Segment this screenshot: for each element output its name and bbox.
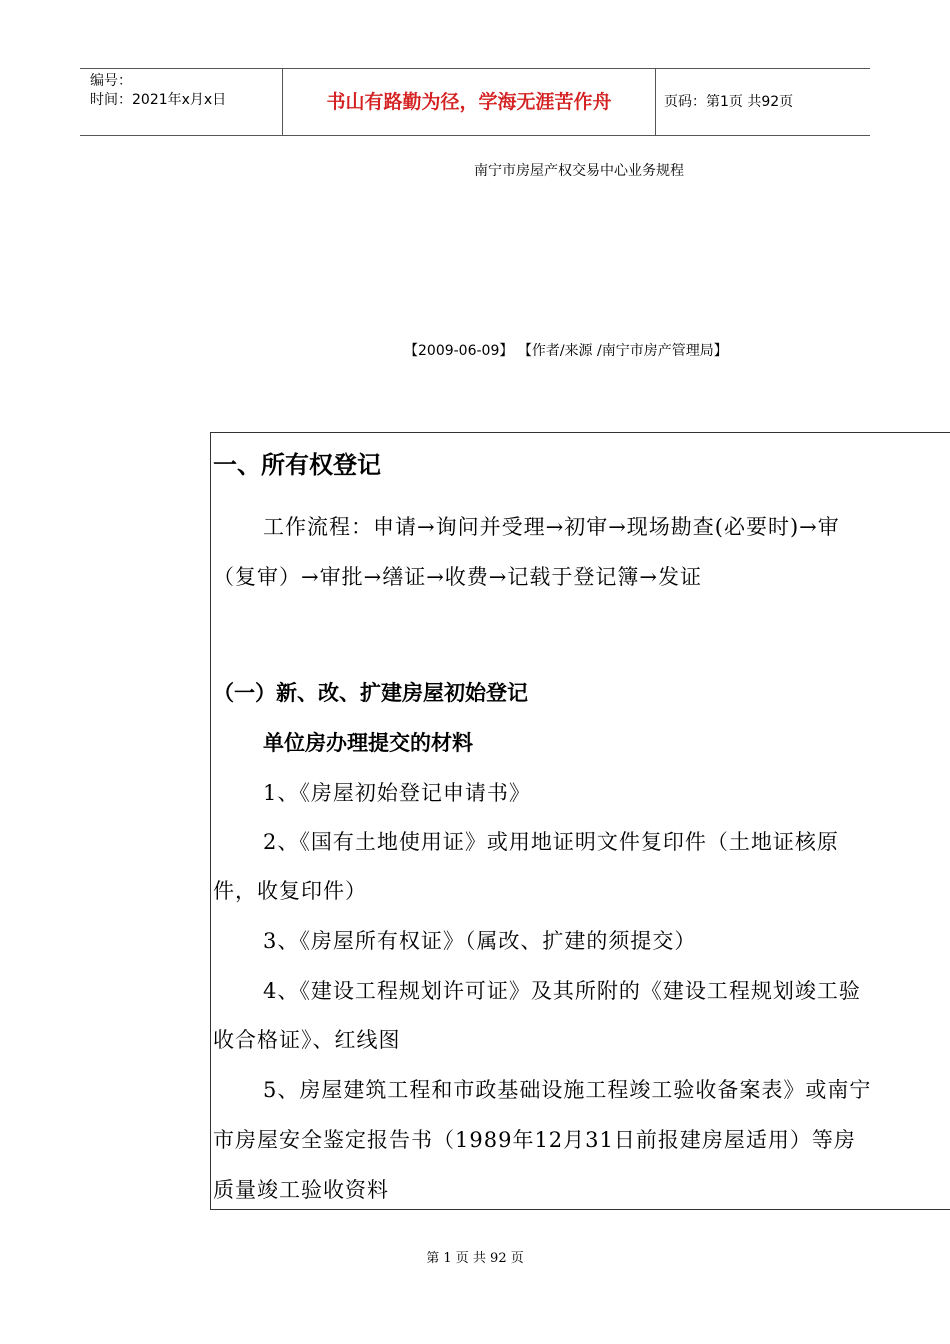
workflow-line-1: 工作流程：申请→询问并受理→初审→现场勘查(必要时)→审 (263, 515, 840, 539)
material-item-4: 4、《建设工程规划许可证》及其所附的《建设工程规划竣工验 (263, 979, 861, 1003)
subsection-title: （一）新、改、扩建房屋初始登记 (213, 681, 528, 705)
material-item-5-cont-2: 质量竣工验收资料 (213, 1178, 389, 1202)
header-divider-right (655, 69, 656, 136)
time-label: 时间：2021年x月x日 (90, 92, 227, 108)
material-item-1: 1、《房屋初始登记申请书》 (263, 781, 531, 805)
number-label: 编号： (90, 73, 132, 89)
material-item-4-cont: 收合格证》、红线图 (213, 1028, 401, 1052)
materials-title: 单位房办理提交的材料 (263, 731, 473, 755)
document-title: 南宁市房屋产权交易中心业务规程 (474, 163, 684, 179)
material-item-3: 3、《房屋所有权证》（属改、扩建的须提交） (263, 929, 697, 953)
material-item-5: 5、房屋建筑工程和市政基础设施工程竣工验收备案表》或南宁 (263, 1078, 872, 1102)
page-footer: 第 1 页 共 92 页 (426, 1251, 524, 1266)
material-item-2: 2、《国有土地使用证》或用地证明文件复印件（土地证核原 (263, 830, 839, 854)
document-meta (404, 340, 728, 360)
author-source: 【作者/来源 /南宁市房产管理局】 (517, 343, 728, 359)
page-header (80, 68, 870, 136)
material-item-2-cont: 件，收复印件） (213, 879, 367, 903)
section-title: 一、所有权登记 (213, 451, 381, 479)
header-motto: 书山有路勤为径，学海无涯苦作舟 (326, 91, 612, 113)
publish-date: 【2009-06-09】 (404, 343, 514, 359)
header-meta (90, 72, 280, 110)
content-box (210, 432, 950, 1210)
material-item-5-cont-1: 市房屋安全鉴定报告书（1989年12月31日前报建房屋适用）等房 (213, 1128, 856, 1152)
workflow-line-2: （复审）→审批→缮证→收费→记载于登记簿→发证 (213, 565, 702, 589)
header-page-info: 页码：第1页 共92页 (664, 94, 794, 110)
